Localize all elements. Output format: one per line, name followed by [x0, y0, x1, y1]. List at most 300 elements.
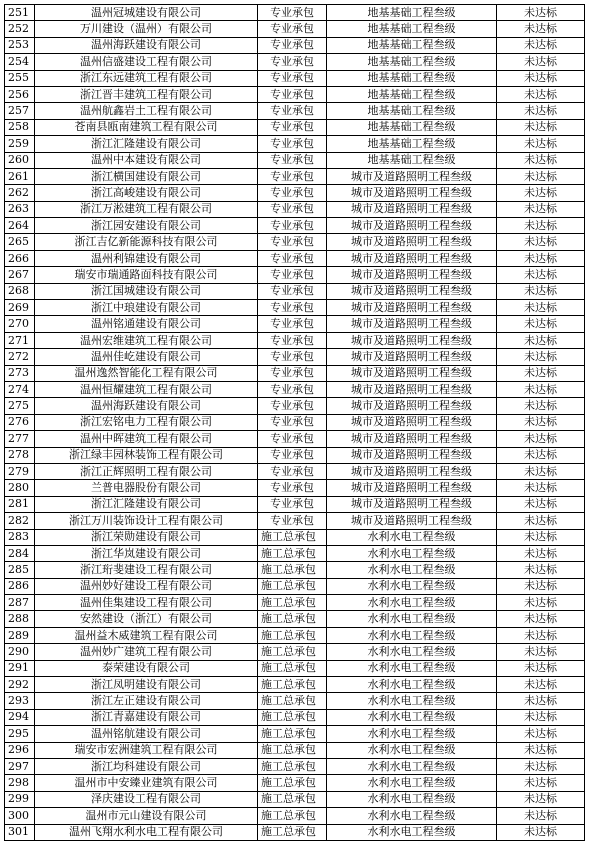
table-row: [5, 726, 585, 742]
qualification-level: 水利水电工程叁级: [327, 627, 497, 643]
qualification-level: 水利水电工程叁级: [327, 677, 497, 693]
contract-type: 施工总承包: [258, 742, 327, 758]
table-row: [5, 595, 585, 611]
qualification-level: 水利水电工程叁级: [327, 726, 497, 742]
qualification-level: 城市及道路照明工程叁级: [327, 414, 497, 430]
row-number: 272: [5, 349, 35, 365]
company-name: 温州逸然智能化工程有限公司: [35, 365, 258, 381]
assessment-result: 未达标: [497, 234, 585, 250]
assessment-result: 未达标: [497, 758, 585, 774]
row-number: 258: [5, 119, 35, 135]
contract-type: 专业承包: [258, 5, 327, 21]
company-name: 浙江青嘉建设有限公司: [35, 709, 258, 725]
assessment-result: 未达标: [497, 824, 585, 840]
row-number: 290: [5, 644, 35, 660]
qualification-level: 水利水电工程叁级: [327, 808, 497, 824]
contract-type: 施工总承包: [258, 709, 327, 725]
row-number: 256: [5, 86, 35, 102]
assessment-result: 未达标: [497, 677, 585, 693]
table-row: [5, 70, 585, 86]
company-name: 温州中晖建筑工程有限公司: [35, 431, 258, 447]
assessment-result: 未达标: [497, 152, 585, 168]
table-row: [5, 365, 585, 381]
contract-type: 施工总承包: [258, 726, 327, 742]
table-row: [5, 250, 585, 266]
table-row: [5, 185, 585, 201]
table-row: [5, 677, 585, 693]
company-name: 浙江万淞建筑工程有限公司: [35, 201, 258, 217]
qualification-level: 地基基础工程叁级: [327, 136, 497, 152]
row-number: 278: [5, 447, 35, 463]
qualification-level: 水利水电工程叁级: [327, 611, 497, 627]
company-name: 浙江东远建筑工程有限公司: [35, 70, 258, 86]
qualification-level: 城市及道路照明工程叁级: [327, 463, 497, 479]
qualification-level: 地基基础工程叁级: [327, 5, 497, 21]
company-name: 苍南县瓯南建筑工程有限公司: [35, 119, 258, 135]
company-name: 瑞安市宏洲建筑工程有限公司: [35, 742, 258, 758]
qualification-level: 城市及道路照明工程叁级: [327, 267, 497, 283]
table-row: [5, 381, 585, 397]
assessment-result: 未达标: [497, 37, 585, 53]
row-number: 253: [5, 37, 35, 53]
assessment-result: 未达标: [497, 496, 585, 512]
assessment-result: 未达标: [497, 562, 585, 578]
contract-type: 专业承包: [258, 480, 327, 496]
contract-type: 专业承包: [258, 119, 327, 135]
table-row: [5, 480, 585, 496]
qualification-level: 水利水电工程叁级: [327, 693, 497, 709]
qualification-level: 城市及道路照明工程叁级: [327, 480, 497, 496]
row-number: 274: [5, 381, 35, 397]
assessment-result: 未达标: [497, 595, 585, 611]
company-name: 浙江凤明建设有限公司: [35, 677, 258, 693]
row-number: 268: [5, 283, 35, 299]
table-row: [5, 21, 585, 37]
qualification-level: 城市及道路照明工程叁级: [327, 168, 497, 184]
company-name: 浙江晋丰建筑工程有限公司: [35, 86, 258, 102]
table-row: [5, 513, 585, 529]
contract-type: 专业承包: [258, 447, 327, 463]
contract-type: 专业承包: [258, 349, 327, 365]
row-number: 269: [5, 300, 35, 316]
company-name: 浙江汇隆建设有限公司: [35, 136, 258, 152]
row-number: 283: [5, 529, 35, 545]
contract-type: 施工总承包: [258, 758, 327, 774]
company-name: 温州市元山建设有限公司: [35, 808, 258, 824]
contract-type: 专业承包: [258, 283, 327, 299]
table-row: [5, 86, 585, 102]
assessment-result: 未达标: [497, 808, 585, 824]
company-name: 浙江绿丰园林装饰工程有限公司: [35, 447, 258, 463]
qualification-level: 城市及道路照明工程叁级: [327, 365, 497, 381]
row-number: 280: [5, 480, 35, 496]
row-number: 273: [5, 365, 35, 381]
company-name: 浙江吉亿新能源科技有限公司: [35, 234, 258, 250]
table-row: [5, 463, 585, 479]
assessment-result: 未达标: [497, 267, 585, 283]
row-number: 301: [5, 824, 35, 840]
contract-type: 专业承包: [258, 234, 327, 250]
row-number: 275: [5, 398, 35, 414]
assessment-result: 未达标: [497, 119, 585, 135]
company-name: 浙江珩斐建设工程有限公司: [35, 562, 258, 578]
row-number: 252: [5, 21, 35, 37]
qualification-level: 水利水电工程叁级: [327, 775, 497, 791]
company-name: 泽庆建设工程有限公司: [35, 791, 258, 807]
company-name: 温州益木威建筑工程有限公司: [35, 627, 258, 643]
assessment-result: 未达标: [497, 86, 585, 102]
row-number: 294: [5, 709, 35, 725]
assessment-result: 未达标: [497, 5, 585, 21]
company-name: 泰荣建设有限公司: [35, 660, 258, 676]
row-number: 293: [5, 693, 35, 709]
company-name: 温州冠城建设有限公司: [35, 5, 258, 21]
table-row: [5, 627, 585, 643]
contract-type: 专业承包: [258, 332, 327, 348]
table-row: [5, 758, 585, 774]
assessment-result: 未达标: [497, 611, 585, 627]
contract-type: 专业承包: [258, 86, 327, 102]
company-name: 温州铭通建设有限公司: [35, 316, 258, 332]
qualification-level: 地基基础工程叁级: [327, 54, 497, 70]
contract-type: 专业承包: [258, 316, 327, 332]
qualification-level: 城市及道路照明工程叁级: [327, 381, 497, 397]
company-name: 温州海跃建设有限公司: [35, 398, 258, 414]
assessment-result: 未达标: [497, 70, 585, 86]
qualification-level: 水利水电工程叁级: [327, 742, 497, 758]
contract-type: 施工总承包: [258, 677, 327, 693]
assessment-result: 未达标: [497, 365, 585, 381]
table-row: [5, 398, 585, 414]
company-name: 温州佳集建设工程有限公司: [35, 595, 258, 611]
assessment-result: 未达标: [497, 644, 585, 660]
company-name: 温州宏维建筑工程有限公司: [35, 332, 258, 348]
table-row: [5, 316, 585, 332]
company-name: 浙江荣勋建设有限公司: [35, 529, 258, 545]
table-row: [5, 693, 585, 709]
row-number: 292: [5, 677, 35, 693]
qualification-level: 水利水电工程叁级: [327, 758, 497, 774]
assessment-result: 未达标: [497, 185, 585, 201]
contract-type: 专业承包: [258, 185, 327, 201]
assessment-result: 未达标: [497, 349, 585, 365]
table-row: [5, 267, 585, 283]
table-row: [5, 283, 585, 299]
contract-type: 专业承包: [258, 398, 327, 414]
assessment-result: 未达标: [497, 775, 585, 791]
row-number: 271: [5, 332, 35, 348]
row-number: 255: [5, 70, 35, 86]
table-row: [5, 119, 585, 135]
qualification-level: 城市及道路照明工程叁级: [327, 431, 497, 447]
qualification-level: 城市及道路照明工程叁级: [327, 283, 497, 299]
assessment-result: 未达标: [497, 627, 585, 643]
contract-type: 专业承包: [258, 70, 327, 86]
company-name: 浙江正辉照明工程有限公司: [35, 463, 258, 479]
contract-type: 专业承包: [258, 431, 327, 447]
assessment-result: 未达标: [497, 726, 585, 742]
contract-type: 专业承包: [258, 496, 327, 512]
company-name: 万川建设（温州）有限公司: [35, 21, 258, 37]
contract-type: 施工总承包: [258, 578, 327, 594]
row-number: 265: [5, 234, 35, 250]
assessment-result: 未达标: [497, 332, 585, 348]
qualification-level: 城市及道路照明工程叁级: [327, 250, 497, 266]
row-number: 285: [5, 562, 35, 578]
qualification-level: 地基基础工程叁级: [327, 103, 497, 119]
row-number: 251: [5, 5, 35, 21]
contract-type: 专业承包: [258, 381, 327, 397]
company-name: 浙江华岚建设有限公司: [35, 545, 258, 561]
qualification-level: 城市及道路照明工程叁级: [327, 513, 497, 529]
assessment-result: 未达标: [497, 283, 585, 299]
assessment-result: 未达标: [497, 168, 585, 184]
qualification-level: 城市及道路照明工程叁级: [327, 398, 497, 414]
contract-type: 专业承包: [258, 152, 327, 168]
table-row: [5, 545, 585, 561]
row-number: 281: [5, 496, 35, 512]
table-row: [5, 775, 585, 791]
contract-type: 专业承包: [258, 463, 327, 479]
assessment-result: 未达标: [497, 480, 585, 496]
row-number: 284: [5, 545, 35, 561]
company-name: 安然建设（浙江）有限公司: [35, 611, 258, 627]
company-name: 温州市中安臻业建筑有限公司: [35, 775, 258, 791]
company-name: 浙江均科建设有限公司: [35, 758, 258, 774]
company-name: 浙江宏铭电力工程有限公司: [35, 414, 258, 430]
assessment-result: 未达标: [497, 529, 585, 545]
qualification-table: [4, 4, 585, 841]
table-row: [5, 414, 585, 430]
row-number: 263: [5, 201, 35, 217]
row-number: 298: [5, 775, 35, 791]
assessment-result: 未达标: [497, 414, 585, 430]
table-row: [5, 529, 585, 545]
row-number: 254: [5, 54, 35, 70]
table-row: [5, 578, 585, 594]
assessment-result: 未达标: [497, 381, 585, 397]
table-row: [5, 152, 585, 168]
qualification-level: 地基基础工程叁级: [327, 37, 497, 53]
table-row: [5, 431, 585, 447]
contract-type: 专业承包: [258, 267, 327, 283]
contract-type: 专业承包: [258, 168, 327, 184]
company-name: 浙江国城建设有限公司: [35, 283, 258, 299]
qualification-level: 水利水电工程叁级: [327, 578, 497, 594]
assessment-result: 未达标: [497, 316, 585, 332]
company-name: 兰普电器股份有限公司: [35, 480, 258, 496]
assessment-result: 未达标: [497, 250, 585, 266]
qualification-level: 水利水电工程叁级: [327, 660, 497, 676]
contract-type: 专业承包: [258, 513, 327, 529]
qualification-level: 水利水电工程叁级: [327, 529, 497, 545]
qualification-level: 水利水电工程叁级: [327, 824, 497, 840]
company-name: 浙江横国建设有限公司: [35, 168, 258, 184]
table-row: [5, 234, 585, 250]
company-name: 浙江左正建设有限公司: [35, 693, 258, 709]
table-row: [5, 562, 585, 578]
row-number: 276: [5, 414, 35, 430]
table-row: [5, 332, 585, 348]
qualification-level: 城市及道路照明工程叁级: [327, 316, 497, 332]
qualification-level: 水利水电工程叁级: [327, 791, 497, 807]
assessment-result: 未达标: [497, 300, 585, 316]
assessment-result: 未达标: [497, 218, 585, 234]
contract-type: 施工总承包: [258, 693, 327, 709]
contract-type: 专业承包: [258, 37, 327, 53]
assessment-result: 未达标: [497, 791, 585, 807]
row-number: 282: [5, 513, 35, 529]
row-number: 287: [5, 595, 35, 611]
qualification-level: 城市及道路照明工程叁级: [327, 201, 497, 217]
table-row: [5, 660, 585, 676]
assessment-result: 未达标: [497, 447, 585, 463]
company-name: 温州航鑫岩土工程有限公司: [35, 103, 258, 119]
qualification-level: 城市及道路照明工程叁级: [327, 332, 497, 348]
contract-type: 施工总承包: [258, 824, 327, 840]
table-row: [5, 611, 585, 627]
table-row: [5, 168, 585, 184]
contract-type: 施工总承包: [258, 595, 327, 611]
row-number: 264: [5, 218, 35, 234]
company-name: 浙江高峻建设有限公司: [35, 185, 258, 201]
company-name: 温州飞翔水利水电工程有限公司: [35, 824, 258, 840]
qualification-level: 地基基础工程叁级: [327, 119, 497, 135]
row-number: 296: [5, 742, 35, 758]
row-number: 260: [5, 152, 35, 168]
contract-type: 专业承包: [258, 300, 327, 316]
qualification-level: 地基基础工程叁级: [327, 152, 497, 168]
qualification-level: 水利水电工程叁级: [327, 545, 497, 561]
company-name: 浙江园安建设有限公司: [35, 218, 258, 234]
contract-type: 专业承包: [258, 218, 327, 234]
table-row: [5, 349, 585, 365]
contract-type: 专业承包: [258, 136, 327, 152]
contract-type: 专业承包: [258, 201, 327, 217]
row-number: 299: [5, 791, 35, 807]
table-row: [5, 644, 585, 660]
assessment-result: 未达标: [497, 463, 585, 479]
qualification-level: 水利水电工程叁级: [327, 644, 497, 660]
qualification-level: 城市及道路照明工程叁级: [327, 300, 497, 316]
qualification-level: 城市及道路照明工程叁级: [327, 234, 497, 250]
qualification-level: 城市及道路照明工程叁级: [327, 218, 497, 234]
company-name: 温州中本建设有限公司: [35, 152, 258, 168]
company-name: 温州妙广建筑工程有限公司: [35, 644, 258, 660]
contract-type: 专业承包: [258, 250, 327, 266]
assessment-result: 未达标: [497, 103, 585, 119]
table-row: [5, 136, 585, 152]
assessment-result: 未达标: [497, 54, 585, 70]
contract-type: 专业承包: [258, 21, 327, 37]
row-number: 261: [5, 168, 35, 184]
contract-type: 施工总承包: [258, 562, 327, 578]
company-name: 温州铭航建设有限公司: [35, 726, 258, 742]
assessment-result: 未达标: [497, 21, 585, 37]
row-number: 300: [5, 808, 35, 824]
company-name: 温州海跃建设有限公司: [35, 37, 258, 53]
assessment-result: 未达标: [497, 545, 585, 561]
row-number: 279: [5, 463, 35, 479]
row-number: 297: [5, 758, 35, 774]
row-number: 295: [5, 726, 35, 742]
qualification-level: 水利水电工程叁级: [327, 595, 497, 611]
contract-type: 施工总承包: [258, 660, 327, 676]
contract-type: 专业承包: [258, 103, 327, 119]
assessment-result: 未达标: [497, 513, 585, 529]
table-row: [5, 808, 585, 824]
company-name: 温州恒耀建筑工程有限公司: [35, 381, 258, 397]
table-body: [5, 5, 585, 841]
contract-type: 专业承包: [258, 365, 327, 381]
contract-type: 专业承包: [258, 414, 327, 430]
company-name: 浙江中琅建设有限公司: [35, 300, 258, 316]
company-name: 温州妙好建设工程有限公司: [35, 578, 258, 594]
qualification-level: 城市及道路照明工程叁级: [327, 349, 497, 365]
table-row: [5, 300, 585, 316]
contract-type: 施工总承包: [258, 791, 327, 807]
company-name: 温州利锦建设有限公司: [35, 250, 258, 266]
assessment-result: 未达标: [497, 709, 585, 725]
qualification-level: 地基基础工程叁级: [327, 21, 497, 37]
table-row: [5, 201, 585, 217]
table-row: [5, 5, 585, 21]
assessment-result: 未达标: [497, 136, 585, 152]
row-number: 267: [5, 267, 35, 283]
qualification-level: 水利水电工程叁级: [327, 562, 497, 578]
assessment-result: 未达标: [497, 201, 585, 217]
qualification-level: 城市及道路照明工程叁级: [327, 185, 497, 201]
row-number: 289: [5, 627, 35, 643]
assessment-result: 未达标: [497, 431, 585, 447]
row-number: 291: [5, 660, 35, 676]
row-number: 270: [5, 316, 35, 332]
contract-type: 施工总承包: [258, 545, 327, 561]
row-number: 262: [5, 185, 35, 201]
contract-type: 施工总承包: [258, 644, 327, 660]
contract-type: 施工总承包: [258, 627, 327, 643]
company-name: 温州佳屹建设有限公司: [35, 349, 258, 365]
contract-type: 施工总承包: [258, 529, 327, 545]
table-row: [5, 218, 585, 234]
qualification-level: 水利水电工程叁级: [327, 709, 497, 725]
table-row: [5, 709, 585, 725]
table-row: [5, 824, 585, 840]
row-number: 266: [5, 250, 35, 266]
table-row: [5, 447, 585, 463]
assessment-result: 未达标: [497, 693, 585, 709]
row-number: 286: [5, 578, 35, 594]
contract-type: 施工总承包: [258, 808, 327, 824]
table-row: [5, 496, 585, 512]
assessment-result: 未达标: [497, 398, 585, 414]
qualification-level: 地基基础工程叁级: [327, 70, 497, 86]
table-row: [5, 791, 585, 807]
contract-type: 施工总承包: [258, 611, 327, 627]
contract-type: 施工总承包: [258, 775, 327, 791]
table-row: [5, 103, 585, 119]
table-row: [5, 54, 585, 70]
row-number: 288: [5, 611, 35, 627]
table-row: [5, 742, 585, 758]
company-name: 温州信盛建设工程有限公司: [35, 54, 258, 70]
qualification-level: 城市及道路照明工程叁级: [327, 447, 497, 463]
qualification-level: 城市及道路照明工程叁级: [327, 496, 497, 512]
table-row: [5, 37, 585, 53]
company-name: 浙江汇隆建设有限公司: [35, 496, 258, 512]
assessment-result: 未达标: [497, 578, 585, 594]
row-number: 257: [5, 103, 35, 119]
